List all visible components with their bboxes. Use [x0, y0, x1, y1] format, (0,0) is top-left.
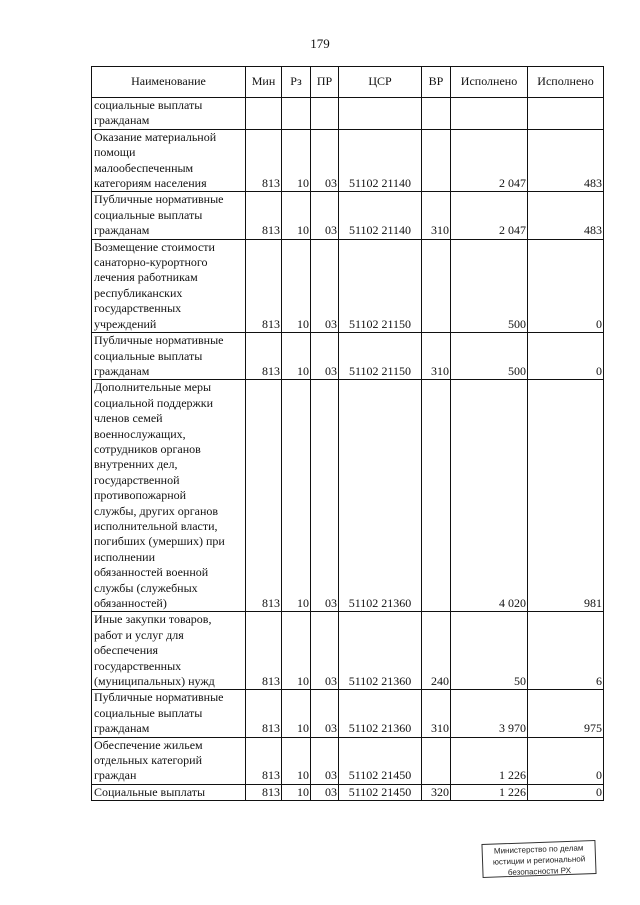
cell-name-line: социальные выплаты [94, 705, 203, 720]
cell-name [92, 333, 246, 380]
table-row [92, 239, 604, 332]
cell-pr: 03 [311, 784, 339, 800]
cell-pr: 03 [311, 129, 339, 192]
cell-rz: 10 [282, 380, 311, 612]
cell-rz: 10 [282, 737, 311, 784]
cell-pr: 03 [311, 239, 339, 332]
cell-name-line: гражданам [94, 363, 150, 378]
stamp-line: безопасности РХ [507, 865, 572, 878]
cell-name-line: государственных [94, 658, 182, 673]
cell-name-line: Возмещение стоимости [94, 239, 215, 254]
cell-executed-1: 50 [451, 612, 528, 690]
table-row [92, 129, 604, 192]
cell-name-line: обязанностей военной [94, 565, 209, 580]
cell-csr: 51102 21360 [339, 612, 422, 690]
cell-min: 813 [246, 690, 282, 737]
cell-vr [422, 737, 451, 784]
cell-executed-1: 500 [451, 333, 528, 380]
cell-csr: 51102 21150 [339, 333, 422, 380]
cell-name-line: службы, других органов [94, 503, 219, 518]
cell-executed-2: 0 [528, 239, 604, 332]
cell-executed-2: 0 [528, 784, 604, 800]
stamp-line: юстиции и региональной [492, 854, 586, 867]
cell-name-line: Публичные нормативные [94, 690, 224, 705]
cell-pr: 03 [311, 737, 339, 784]
cell-name-line: социальные выплаты [94, 207, 203, 222]
cell-csr: 51102 21140 [339, 192, 422, 239]
cell-name-line: обеспечения [94, 643, 159, 658]
cell-rz: 10 [282, 239, 311, 332]
table-row [92, 333, 604, 380]
cell-name-line: Иные закупки товаров, [94, 612, 212, 627]
cell-pr [311, 98, 339, 130]
cell-name-line: гражданам [94, 223, 150, 238]
header-pr: ПР [311, 67, 339, 98]
cell-name [92, 737, 246, 784]
cell-name [92, 129, 246, 192]
table-header-row [92, 67, 604, 98]
cell-min: 813 [246, 380, 282, 612]
cell-name-line: помощи [94, 145, 136, 160]
cell-vr: 240 [422, 612, 451, 690]
cell-pr: 03 [311, 690, 339, 737]
cell-name-line: работ и услуг для [94, 627, 184, 642]
cell-min: 813 [246, 129, 282, 192]
cell-executed-1: 3 970 [451, 690, 528, 737]
table-row [92, 98, 604, 130]
table-row [92, 380, 604, 612]
cell-executed-2: 483 [528, 129, 604, 192]
cell-name [92, 239, 246, 332]
cell-rz: 10 [282, 690, 311, 737]
cell-name-line: социальные выплаты [94, 348, 203, 363]
header-executed-1: Исполнено [451, 67, 528, 98]
cell-name-line: обязанностей) [94, 596, 167, 610]
cell-csr: 51102 21450 [339, 784, 422, 800]
cell-executed-2: 0 [528, 333, 604, 380]
cell-rz [282, 98, 311, 130]
cell-executed-2: 483 [528, 192, 604, 239]
cell-name-line: внутренних дел, [94, 457, 178, 472]
cell-name-line: исполнительной власти, [94, 518, 218, 533]
cell-csr: 51102 21140 [339, 129, 422, 192]
cell-name-line: сотрудников органов [94, 441, 201, 456]
header-executed-2: Исполнено [528, 67, 604, 98]
cell-min: 813 [246, 612, 282, 690]
cell-name-line: Оказание материальной [94, 129, 217, 144]
cell-name [92, 98, 246, 130]
cell-executed-1: 4 020 [451, 380, 528, 612]
cell-vr: 310 [422, 333, 451, 380]
cell-name-line: республиканских [94, 285, 183, 300]
cell-min: 813 [246, 333, 282, 380]
cell-name-line: гражданам [94, 113, 150, 128]
stamp-line: Министерство по делам [493, 843, 584, 856]
cell-name-line: отдельных категорий [94, 753, 203, 768]
cell-executed-2 [528, 98, 604, 130]
cell-executed-1: 2 047 [451, 192, 528, 239]
cell-executed-1: 500 [451, 239, 528, 332]
table-row [92, 737, 604, 784]
cell-rz: 10 [282, 612, 311, 690]
cell-name-line: военнослужащих, [94, 426, 186, 441]
cell-csr: 51102 21450 [339, 737, 422, 784]
cell-pr: 03 [311, 612, 339, 690]
cell-min: 813 [246, 192, 282, 239]
table-body [92, 98, 604, 801]
cell-executed-1: 1 226 [451, 784, 528, 800]
cell-name-line: Дополнительные меры [94, 380, 212, 395]
cell-min: 813 [246, 784, 282, 800]
cell-name-line: Публичные нормативные [94, 192, 224, 207]
registration-stamp [481, 840, 596, 878]
cell-pr: 03 [311, 380, 339, 612]
cell-name [92, 380, 246, 612]
cell-executed-2: 975 [528, 690, 604, 737]
cell-name-line: службы (служебных [94, 580, 198, 595]
cell-csr: 51102 21360 [339, 690, 422, 737]
cell-vr: 310 [422, 690, 451, 737]
cell-executed-1 [451, 98, 528, 130]
cell-name [92, 192, 246, 239]
header-rz: Рз [282, 67, 311, 98]
cell-executed-1: 2 047 [451, 129, 528, 192]
cell-vr [422, 98, 451, 130]
header-min: Мин [246, 67, 282, 98]
cell-csr [339, 98, 422, 130]
cell-executed-2: 0 [528, 737, 604, 784]
cell-rz: 10 [282, 129, 311, 192]
cell-vr: 310 [422, 192, 451, 239]
cell-executed-2: 981 [528, 380, 604, 612]
cell-name-line: (муниципальных) нужд [94, 674, 215, 689]
cell-name-line: санаторно-курортного [94, 255, 208, 270]
cell-rz: 10 [282, 192, 311, 239]
cell-name-line: гражданам [94, 721, 150, 736]
cell-executed-1: 1 226 [451, 737, 528, 784]
header-name: Наименование [92, 67, 246, 98]
cell-name-line: членов семей [94, 411, 163, 426]
cell-vr [422, 380, 451, 612]
cell-vr [422, 129, 451, 192]
cell-name-line: социальной поддержки [94, 395, 214, 410]
header-csr: ЦСР [339, 67, 422, 98]
table-row [92, 612, 604, 690]
cell-name-line: учреждений [94, 316, 157, 331]
cell-pr: 03 [311, 333, 339, 380]
table-row [92, 192, 604, 239]
cell-csr: 51102 21150 [339, 239, 422, 332]
page-number: 179 [310, 36, 330, 51]
cell-name [92, 690, 246, 737]
cell-name-line: противопожарной [94, 488, 187, 503]
cell-executed-2: 6 [528, 612, 604, 690]
cell-csr: 51102 21360 [339, 380, 422, 612]
cell-name-line: граждан [94, 768, 137, 783]
cell-name-line: государственной [94, 472, 180, 487]
header-vr: ВР [422, 67, 451, 98]
cell-name-line: категориям населения [94, 176, 207, 191]
cell-name-line: социальные выплаты [94, 98, 203, 112]
cell-vr [422, 239, 451, 332]
cell-rz: 10 [282, 784, 311, 800]
cell-min [246, 98, 282, 130]
cell-pr: 03 [311, 192, 339, 239]
cell-name-line: Обеспечение жильем [94, 737, 203, 752]
cell-min: 813 [246, 239, 282, 332]
cell-min: 813 [246, 737, 282, 784]
cell-name-line: малообеспеченным [94, 160, 194, 175]
cell-name-line: Социальные выплаты [94, 784, 206, 799]
cell-name-line: исполнении [94, 549, 156, 564]
cell-name-line: погибших (умерших) при [94, 534, 225, 549]
cell-vr: 320 [422, 784, 451, 800]
cell-name [92, 784, 246, 800]
cell-name-line: государственных [94, 301, 182, 316]
cell-rz: 10 [282, 333, 311, 380]
table-row [92, 784, 604, 800]
table-row [92, 690, 604, 737]
cell-name [92, 612, 246, 690]
budget-table [91, 66, 604, 801]
cell-name-line: лечения работникам [94, 270, 198, 285]
cell-name-line: Публичные нормативные [94, 333, 224, 348]
